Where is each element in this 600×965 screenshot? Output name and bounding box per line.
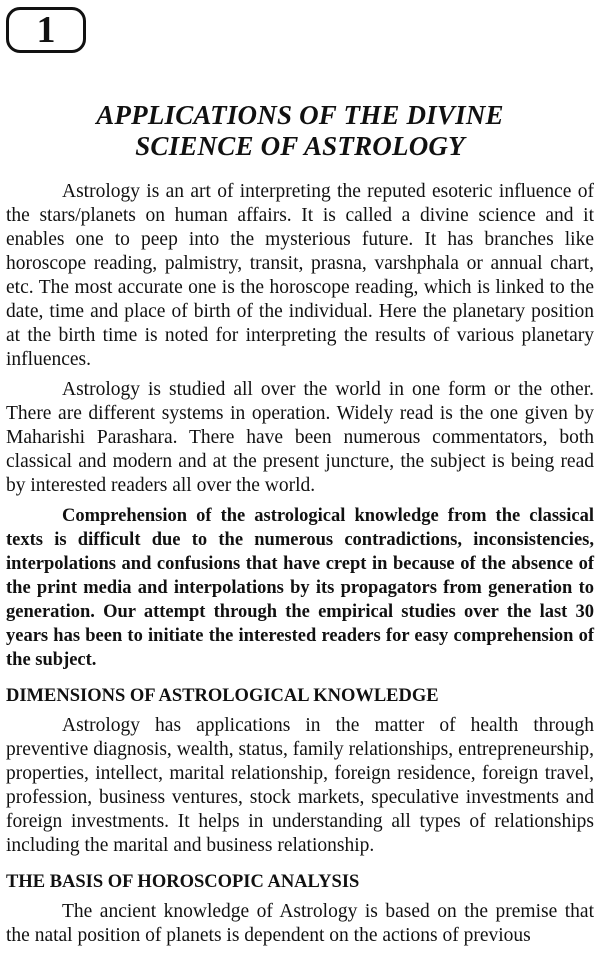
intro-paragraph-1: Astrology is an art of interpreting the reputed esoteric influence of the stars/planets on human affairs. It is called a divine science and it enables one to peep into the mysterious future. It has branches like horoscope reading, palmistry, transit, prasna, varshphala or annual chart, etc. The most accurate one is the horoscope reading, which is linked to the date, time and place of birth of the individual. Here the planetary position at the birth time is noted for interpreting the results of various planetary influences. [6,181,594,370]
chapter-title-line-1: APPLICATIONS OF THE DIVINE [96,100,504,130]
section-basis-paragraph: The ancient knowledge of Astrology is based on the premise that the natal position of planets is dependent on the actions of previous [6,901,594,946]
chapter-body [6,180,594,954]
section-heading-basis: THE BASIS OF HOROSCOPIC ANALYSIS [6,872,360,892]
intro-paragraph-3-bold: Comprehension of the astrological knowledge from the classical texts is difficult due to the numerous contradictions, inconsistencies, interpolations and confusions that have crept in because of the absence of the print media and interpolations by its propagators from generation to generation. Our attempt through the empirical studies over the last 30 years has been to initiate the interested readers for easy comprehension of the subject. [6,506,594,670]
section-heading-dimensions: DIMENSIONS OF ASTROLOGICAL KNOWLEDGE [6,686,439,706]
chapter-number-badge: 1 [6,7,86,53]
chapter-title [0,100,600,162]
section-dimensions-paragraph: Astrology has applications in the matter of health through preventive diagnosis, wealth, status, family relationships, entrepreneurship, properties, intellect, marital relationship, foreign residence, foreign travel, profession, business ventures, stock markets, speculative investments and foreign investments. It helps in understanding all types of relationships including the marital and business relationship. [6,715,594,856]
intro-paragraph-2: Astrology is studied all over the world in one form or the other. There are different systems in operation. Widely read is the one given by Maharishi Parashara. There have been numerous commentators, both classical and modern and at the present juncture, the subject is being read by interested readers all over the world. [6,379,594,496]
chapter-title-line-2: SCIENCE OF ASTROLOGY [135,131,465,161]
